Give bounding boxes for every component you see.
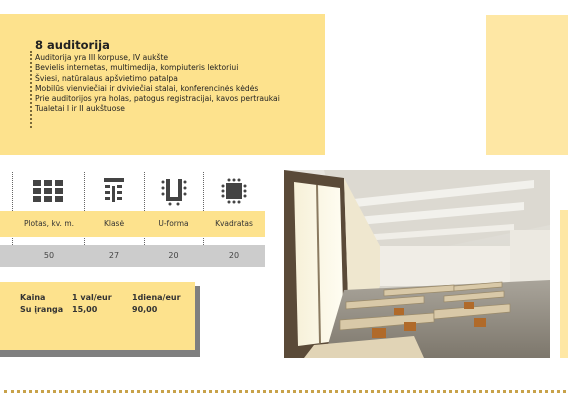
- hourly-price: 15,00: [72, 304, 98, 314]
- grid-seating-icon: [14, 172, 82, 210]
- value-square: 20: [228, 251, 240, 260]
- header-classroom: Klasė: [103, 219, 125, 228]
- header-area: Plotas, kv. m.: [23, 219, 75, 228]
- feature-line: Auditorija yra III korpuse, IV aukšte: [35, 53, 169, 62]
- header-square: Kvadratas: [215, 219, 253, 228]
- price-hourly: [72, 292, 112, 315]
- value-u-shape: 20: [168, 251, 179, 260]
- price-daily: [132, 292, 181, 315]
- price-label: Su įranga: [20, 304, 64, 314]
- bottom-dotted-divider: [4, 390, 566, 393]
- feature-line: Mobilūs vienviečiai ir dviviečiai stalai, konferencinės kėdės: [35, 83, 259, 93]
- daily-price: 90,00: [132, 304, 158, 314]
- room-features: [35, 53, 280, 115]
- price-labels: [20, 292, 63, 315]
- room-info-box: [0, 14, 325, 155]
- hourly-header: 1 val/eur: [72, 293, 112, 302]
- layout-header-row: [0, 211, 265, 237]
- classroom-photo: [284, 170, 550, 358]
- value-area: 50: [43, 251, 55, 260]
- feature-line: Bevielis internetas, multimedija, kompiuteris lektoriui: [35, 63, 239, 73]
- seating-icons-row: [0, 172, 265, 210]
- feature-line: Šviesi, natūralaus apšvietimo patalpa: [35, 73, 178, 83]
- decorative-panel: [486, 15, 568, 155]
- price-box: [0, 282, 195, 350]
- feature-line: Tualetai I ir II aukštuose: [35, 104, 125, 114]
- photo-accent-strip: [560, 210, 568, 358]
- daily-header: 1diena/eur: [132, 293, 181, 302]
- u-shape-seating-icon: [146, 172, 201, 210]
- feature-line: Prie auditorijos yra holas, patogus registracijai, kavos pertraukai: [35, 94, 280, 104]
- square-seating-icon: [205, 172, 263, 210]
- layout-values-row: [0, 245, 265, 267]
- price-label: Kaina: [20, 293, 46, 302]
- dotted-divider: [30, 51, 32, 128]
- classroom-seating-icon: [86, 172, 142, 210]
- room-title: 8 auditorija: [35, 38, 110, 52]
- header-u-shape: U-forma: [158, 219, 189, 228]
- value-classroom: 27: [108, 251, 120, 260]
